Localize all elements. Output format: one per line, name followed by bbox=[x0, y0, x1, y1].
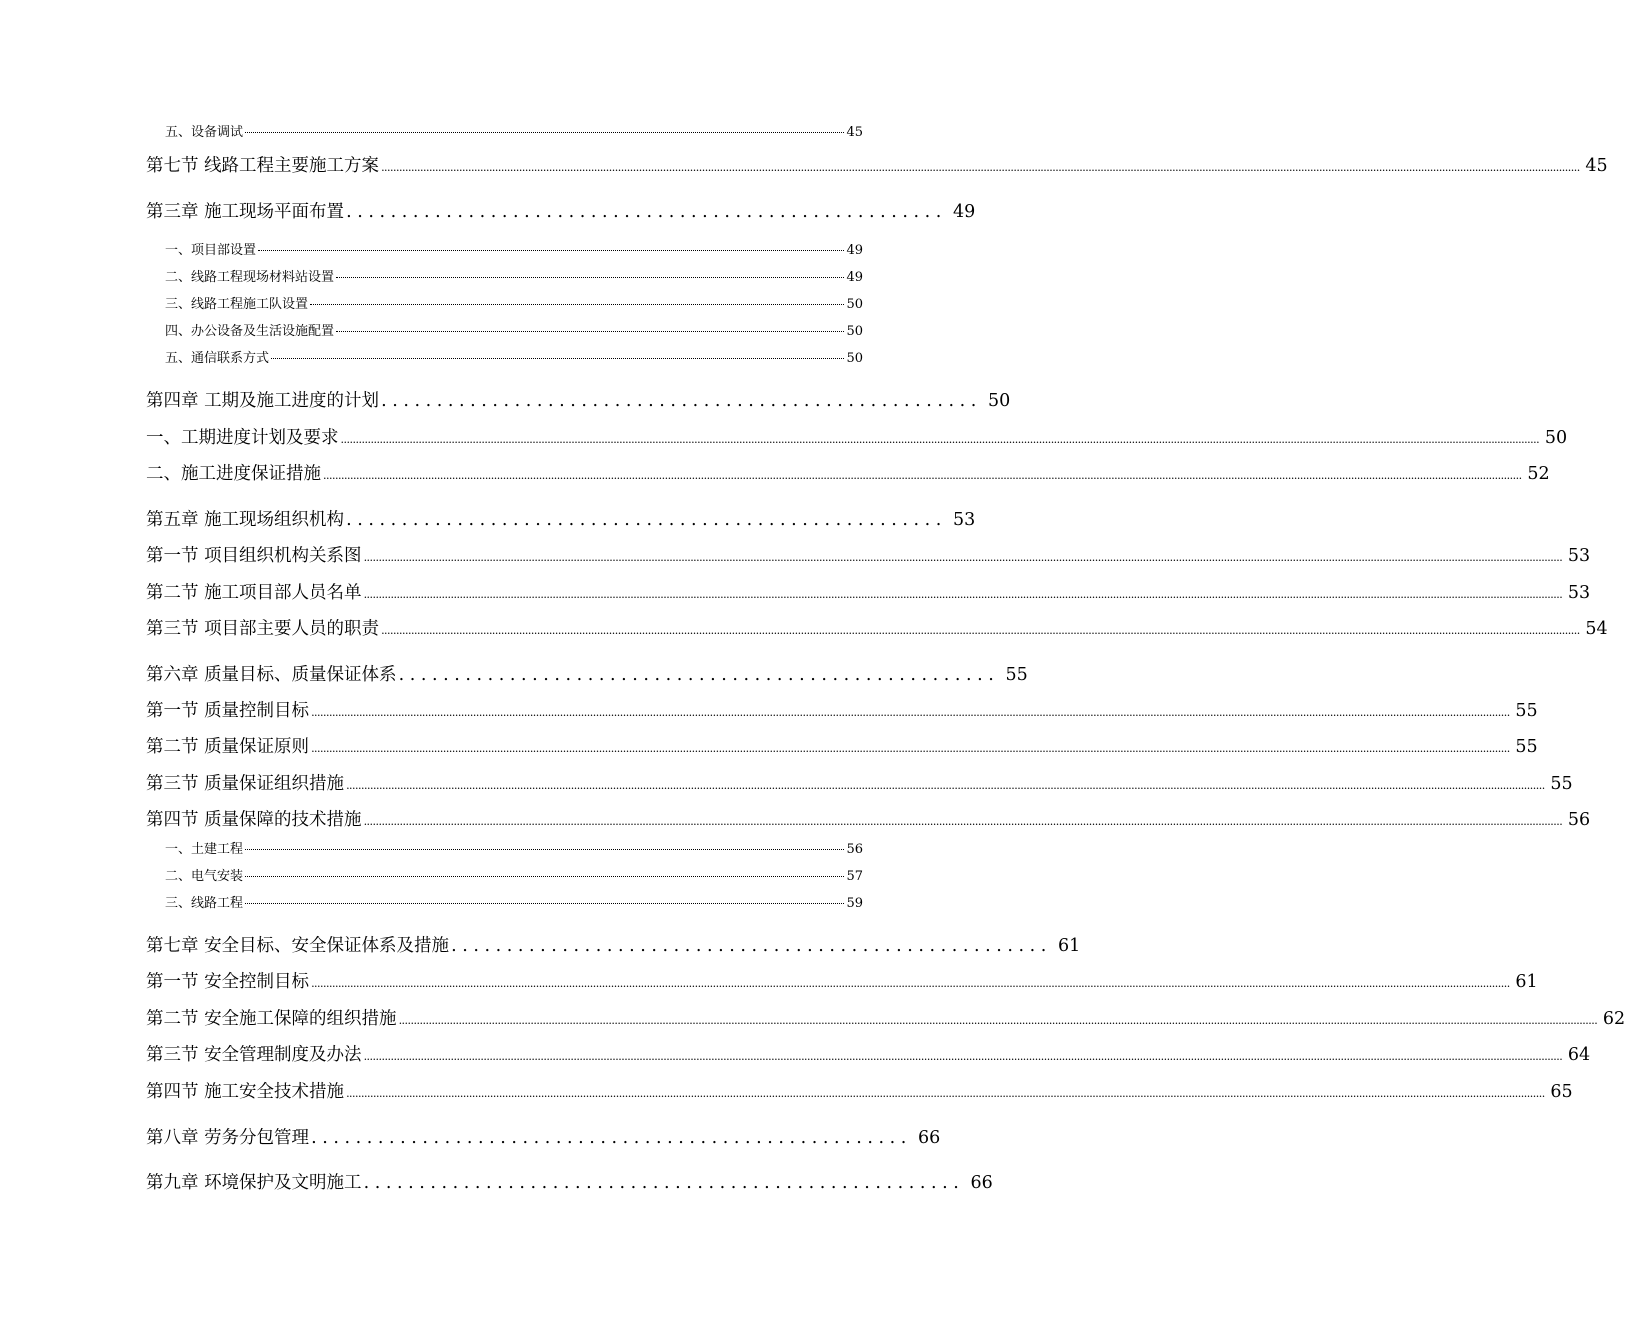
toc-entry-title: 第八章 劳务分包管理 bbox=[146, 1128, 310, 1148]
toc-dot-leader: . . . . . . . . . . . . . . . . . . . . . . . . . . . . . . . . . . . . . . . . . . . . . . . . . . . . . . bbox=[346, 202, 942, 222]
toc-entry[interactable] bbox=[146, 506, 976, 531]
toc-entry[interactable] bbox=[165, 892, 863, 911]
toc-dot-leader: ................................................................................................................................................................................................................................................................................................................................................................................................................ bbox=[381, 161, 1580, 174]
toc-entry-page: 66 bbox=[970, 1173, 993, 1193]
toc-entry[interactable] bbox=[146, 932, 1081, 957]
toc-entry[interactable] bbox=[146, 615, 1608, 640]
toc-dot-leader: ................................................................................................................................................................................................................................................................................................................................................................................................................ bbox=[398, 1014, 1598, 1027]
toc-entry[interactable] bbox=[146, 1124, 941, 1149]
toc-dot-leader: . . . . . . . . . . . . . . . . . . . . . . . . . . . . . . . . . . . . . . . . . . . . . . . . . . . . . . bbox=[346, 510, 942, 530]
toc-entry-title: 第二节 质量保证原则 bbox=[146, 737, 310, 757]
toc-entry[interactable] bbox=[146, 697, 1538, 722]
toc-entry-title: 第四节 质量保障的技术措施 bbox=[146, 810, 362, 830]
toc-entry-title: 第五章 施工现场组织机构 bbox=[146, 510, 345, 530]
toc-entry[interactable] bbox=[146, 542, 1591, 567]
toc-entry-title: 第三节 安全管理制度及办法 bbox=[146, 1045, 362, 1065]
toc-dot-leader: ................................................................................................................................................................................................................................................................................................................................................................................................................ bbox=[346, 1087, 1545, 1100]
toc-dot-leader: ................................................................................................................................................................................................................................................................................................................................................................................................................ bbox=[311, 742, 1510, 755]
toc-entry[interactable] bbox=[146, 733, 1538, 758]
toc-entry-page: 56 bbox=[1567, 810, 1591, 830]
toc-entry-page: 61 bbox=[1515, 972, 1538, 992]
toc-entry-page: 50 bbox=[846, 324, 863, 339]
toc-dot-leader bbox=[245, 132, 844, 133]
toc-dot-leader: . . . . . . . . . . . . . . . . . . . . . . . . . . . . . . . . . . . . . . . . . . . . . . . . . . . . . . bbox=[451, 936, 1047, 956]
toc-entry-title: 一、工期进度计划及要求 bbox=[146, 428, 339, 448]
toc-entry-page: 55 bbox=[1515, 701, 1538, 721]
toc-dot-leader bbox=[271, 358, 844, 359]
toc-entry-title: 第一节 安全控制目标 bbox=[146, 972, 310, 992]
toc-entry-title: 第三章 施工现场平面布置 bbox=[146, 202, 345, 222]
toc-dot-leader: ................................................................................................................................................................................................................................................................................................................................................................................................................ bbox=[311, 977, 1510, 990]
toc-entry-title: 第二节 施工项目部人员名单 bbox=[146, 583, 362, 603]
toc-dot-leader: . . . . . . . . . . . . . . . . . . . . . . . . . . . . . . . . . . . . . . . . . . . . . . . . . . . . . . bbox=[381, 391, 977, 411]
toc-entry[interactable] bbox=[165, 865, 863, 884]
toc-entry-title: 二、电气安装 bbox=[165, 869, 244, 884]
toc-entry-page: 45 bbox=[1585, 156, 1608, 176]
toc-entry-title: 第二节 安全施工保障的组织措施 bbox=[146, 1009, 397, 1029]
toc-entry-title: 第三节 质量保证组织措施 bbox=[146, 774, 345, 794]
toc-dot-leader bbox=[336, 331, 844, 332]
toc-entry-title: 五、设备调试 bbox=[165, 125, 244, 140]
toc-entry[interactable] bbox=[146, 806, 1591, 831]
toc-dot-leader: ................................................................................................................................................................................................................................................................................................................................................................................................................ bbox=[381, 624, 1580, 637]
toc-entry[interactable] bbox=[146, 1078, 1573, 1103]
toc-entry[interactable] bbox=[165, 266, 863, 285]
toc-entry-title: 第四节 施工安全技术措施 bbox=[146, 1082, 345, 1102]
toc-entry-page: 62 bbox=[1602, 1009, 1625, 1029]
toc-dot-leader: ................................................................................................................................................................................................................................................................................................................................................................................................................ bbox=[323, 469, 1522, 482]
toc-entry[interactable] bbox=[165, 121, 863, 140]
toc-entry-title: 五、通信联系方式 bbox=[165, 351, 270, 366]
toc-entry-title: 第三节 项目部主要人员的职责 bbox=[146, 619, 380, 639]
toc-entry-title: 第六章 质量目标、质量保证体系 bbox=[146, 665, 397, 685]
toc-dot-leader: . . . . . . . . . . . . . . . . . . . . . . . . . . . . . . . . . . . . . . . . . . . . . . . . . . . . . . bbox=[398, 665, 994, 685]
toc-entry[interactable] bbox=[146, 1041, 1591, 1066]
toc-dot-leader: ................................................................................................................................................................................................................................................................................................................................................................................................................ bbox=[363, 1050, 1563, 1063]
toc-entry-page: 55 bbox=[1550, 774, 1573, 794]
toc-entry-title: 一、土建工程 bbox=[165, 842, 244, 857]
toc-entry-page: 65 bbox=[1550, 1082, 1573, 1102]
toc-entry-page: 61 bbox=[1058, 936, 1081, 956]
toc-entry-page: 50 bbox=[846, 297, 863, 312]
toc-entry[interactable] bbox=[165, 347, 863, 366]
toc-entry[interactable] bbox=[146, 198, 976, 223]
toc-entry-page: 50 bbox=[846, 351, 863, 366]
toc-dot-leader: ................................................................................................................................................................................................................................................................................................................................................................................................................ bbox=[363, 815, 1563, 828]
toc-entry-page: 55 bbox=[1515, 737, 1538, 757]
toc-entry-page: 50 bbox=[1544, 428, 1568, 448]
toc-entry-title: 四、办公设备及生活设施配置 bbox=[165, 324, 335, 339]
toc-entry[interactable] bbox=[165, 239, 863, 258]
toc-entry-title: 第一节 质量控制目标 bbox=[146, 701, 310, 721]
toc-entry-page: 49 bbox=[846, 243, 863, 258]
toc-entry-page: 45 bbox=[846, 125, 863, 140]
toc-entry-title: 三、线路工程施工队设置 bbox=[165, 297, 309, 312]
toc-dot-leader: . . . . . . . . . . . . . . . . . . . . . . . . . . . . . . . . . . . . . . . . . . . . . . . . . . . . . . bbox=[311, 1128, 907, 1148]
toc-entry-title: 二、施工进度保证措施 bbox=[146, 464, 321, 484]
toc-entry[interactable] bbox=[146, 387, 1011, 412]
toc-entry-page: 53 bbox=[1567, 546, 1591, 566]
toc-entry[interactable] bbox=[146, 661, 1028, 686]
toc-entry-page: 54 bbox=[1585, 619, 1608, 639]
toc-entry[interactable] bbox=[146, 579, 1591, 604]
toc-entry-page: 66 bbox=[918, 1128, 941, 1148]
toc-entry-page: 49 bbox=[953, 202, 976, 222]
toc-entry[interactable] bbox=[146, 424, 1568, 449]
toc-dot-leader: ................................................................................................................................................................................................................................................................................................................................................................................................................ bbox=[363, 551, 1563, 564]
toc-entry-title: 第七节 线路工程主要施工方案 bbox=[146, 156, 380, 176]
toc-entry[interactable] bbox=[146, 968, 1538, 993]
toc-dot-leader: . . . . . . . . . . . . . . . . . . . . . . . . . . . . . . . . . . . . . . . . . . . . . . . . . . . . . . bbox=[363, 1173, 959, 1193]
toc-entry[interactable] bbox=[146, 1005, 1625, 1030]
toc-entry-title: 第七章 安全目标、安全保证体系及措施 bbox=[146, 936, 450, 956]
toc-entry-title: 第一节 项目组织机构关系图 bbox=[146, 546, 362, 566]
toc-entry-page: 53 bbox=[953, 510, 976, 530]
toc-entry[interactable] bbox=[165, 293, 863, 312]
toc-dot-leader: ................................................................................................................................................................................................................................................................................................................................................................................................................ bbox=[346, 779, 1545, 792]
toc-dot-leader: ................................................................................................................................................................................................................................................................................................................................................................................................................ bbox=[340, 433, 1540, 446]
toc-entry-title: 第四章 工期及施工进度的计划 bbox=[146, 391, 380, 411]
toc-entry-title: 三、线路工程 bbox=[165, 896, 244, 911]
toc-dot-leader: ................................................................................................................................................................................................................................................................................................................................................................................................................ bbox=[311, 706, 1510, 719]
toc-entry-title: 一、项目部设置 bbox=[165, 243, 257, 258]
toc-entry[interactable] bbox=[165, 320, 863, 339]
toc-entry-page: 57 bbox=[846, 869, 863, 884]
toc-entry-page: 53 bbox=[1567, 583, 1591, 603]
toc-entry-page: 49 bbox=[846, 270, 863, 285]
toc-entry[interactable] bbox=[146, 1169, 993, 1194]
toc-dot-leader bbox=[336, 277, 844, 278]
toc-dot-leader bbox=[258, 250, 844, 251]
toc-entry-page: 52 bbox=[1527, 464, 1550, 484]
toc-entry[interactable] bbox=[146, 770, 1573, 795]
toc-entry-title: 二、线路工程现场材料站设置 bbox=[165, 270, 335, 285]
toc-entry-title: 第九章 环境保护及文明施工 bbox=[146, 1173, 362, 1193]
toc-dot-leader: ................................................................................................................................................................................................................................................................................................................................................................................................................ bbox=[363, 588, 1563, 601]
toc-entry-page: 59 bbox=[846, 896, 863, 911]
toc-dot-leader bbox=[245, 903, 844, 904]
toc-entry-page: 64 bbox=[1567, 1045, 1591, 1065]
toc-dot-leader bbox=[245, 849, 844, 850]
toc-dot-leader bbox=[245, 876, 844, 877]
toc-entry-page: 56 bbox=[846, 842, 863, 857]
toc-entry[interactable] bbox=[165, 838, 863, 857]
toc-entry-page: 55 bbox=[1005, 665, 1028, 685]
toc-entry-page: 50 bbox=[988, 391, 1011, 411]
toc-dot-leader bbox=[310, 304, 844, 305]
toc-entry[interactable] bbox=[146, 152, 1608, 177]
toc-entry[interactable] bbox=[146, 460, 1550, 485]
